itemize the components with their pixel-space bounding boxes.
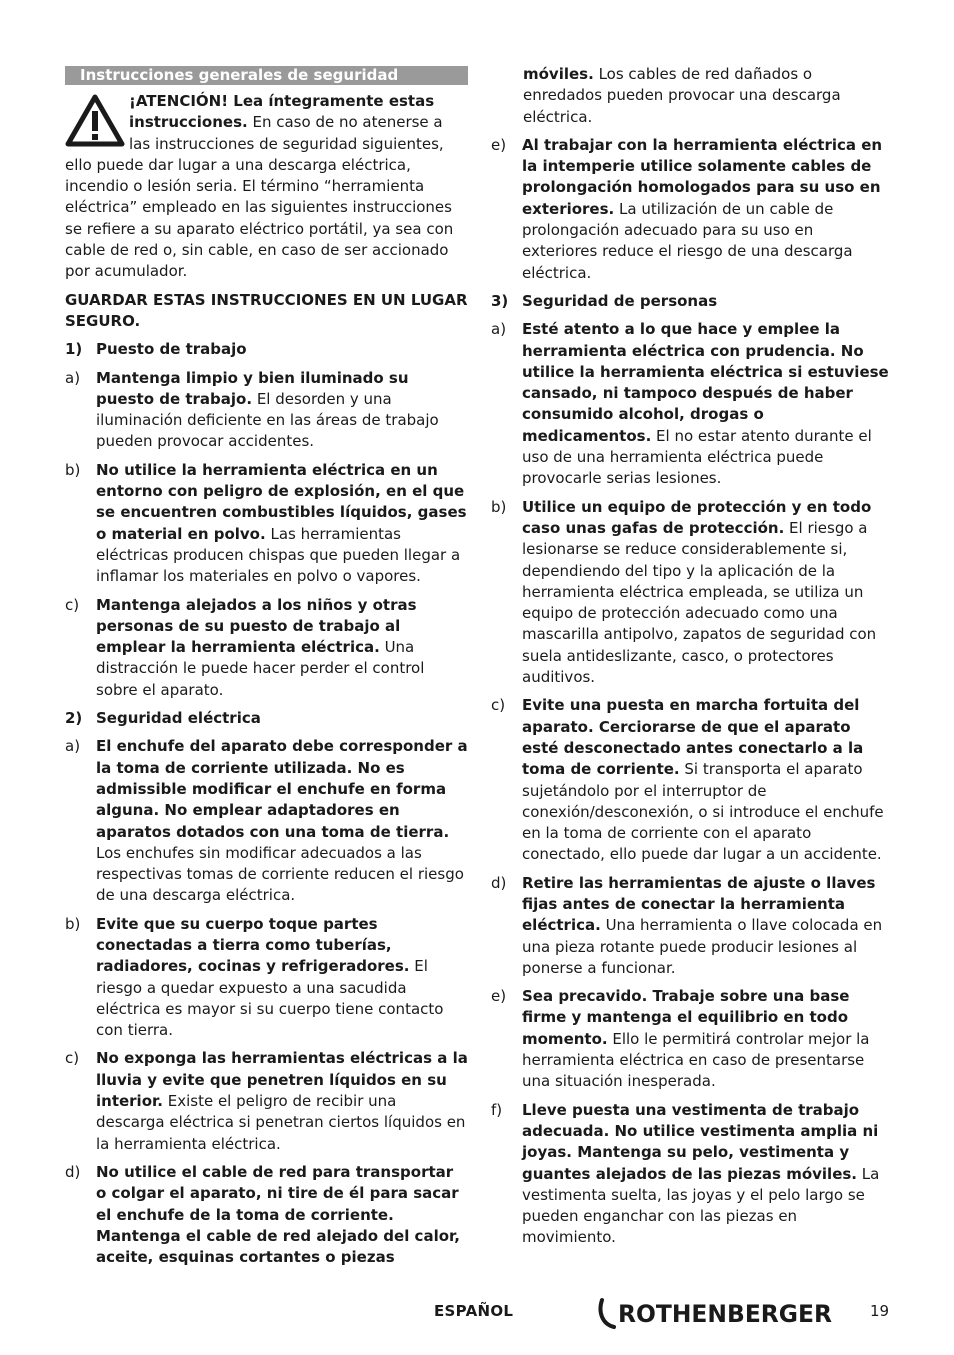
s2-d-continuation: móviles. Los cables de red dañados o enredados pueden provocar una descarga eléctrica.: [523, 65, 841, 126]
warning-text: En caso de no atenerse a las instrucciones de seguridad siguientes, ello puede dar lugar a una descarga eléctrica, incendio o lesión seria. El término “herramienta eléctrica” empleado en las siguientes instrucciones se refiere a su aparato eléctrico portátil, ya sea con cable de red o, sin cable, en caso de ser accionado por acumulador.: [65, 113, 454, 281]
list-item-s3-b: b) Utilice un equipo de protección y en todo caso unas gafas de protección. El riesgo a lesionarse se reduce considerablemente si, dependiendo del tipo y la aplicación de la herramienta eléctrica empleada, se utiliza un equipo de protección adecuado como una mascarilla antipolvo, zapatos de seguridad con suela antideslizante, casco, o protectores auditivos.: [491, 497, 877, 687]
brand-name: ROTHENBERGER: [618, 1300, 832, 1328]
list-item-s3-c: c) Evite una puesta en marcha fortuita del aparato. Cerciorarse de que el aparato esté desconectado antes conectarlo a la toma de corriente. Si transporta el aparato sujetándolo por el interruptor de conexión/desconexión, o si introduce el enchufe en la toma de corriente con el aparato conectado, ello puede dar lugar a un accidente.: [491, 696, 884, 864]
warning-triangle-icon: [65, 93, 127, 147]
keep-instructions: GUARDAR ESTAS INSTRUCCIONES EN UN LUGAR SEGURO.: [65, 290, 468, 330]
list-item-s3-d: d) Retire las herramientas de ajuste o llaves fijas antes de conectar la herramienta eléctrica. Una herramienta o llave colocada en una pieza rotante puede producir lesiones al ponerse a funcionar.: [491, 873, 883, 977]
list-item-s2-b: b) Evite que su cuerpo toque partes conectadas a tierra como tuberías, radiadores, cocinas y refrigeradores. El riesgo a quedar expuesto a una sacudida eléctrica es mayor si su cuerpo tiene contacto con tierra.: [65, 914, 444, 1040]
page-number: 19: [870, 1302, 890, 1320]
brand-logo: [598, 1296, 838, 1330]
section-title: Instrucciones generales de seguridad: [65, 66, 468, 85]
warning-block: [65, 91, 468, 283]
list-item-s3-f: f) Lleve puesta una vestimenta de trabajo adecuada. No utilice vestimenta amplia ni joyas. Mantenga su pelo, vestimenta y guantes alejados de las piezas móviles. La vestimenta suelta, las joyas y el pelo largo se pueden enganchar con las piezas en movimiento.: [491, 1100, 880, 1247]
list-item-s1-b: b) No utilice la herramienta eléctrica en un entorno con peligro de explosión, en el que se encuentren combustibles líquidos, gases o material en polvo. Las herramientas eléctricas producen chispas que pueden llegar a inflamar los materiales en polvo o vapores.: [65, 460, 467, 586]
list-item-s2-c: c) No exponga las herramientas eléctricas a la lluvia y evite que penetren líquidos en su interior. Existe el peligro de recibir una descarga eléctrica si penetran ciertos líquidos en la herramienta eléctrica.: [65, 1049, 468, 1153]
right-column: [491, 64, 891, 1256]
list-item-s2-e: e) Al trabajar con la herramienta eléctrica en la intemperie utilice solamente cables de prolongación homologados para su uso en exteriores. La utilización de un cable de prolongación adecuado para su uso en exteriores reduce el riesgo de una descarga eléctrica.: [491, 135, 883, 282]
section-3-heading: 3) Seguridad de personas: [491, 291, 718, 310]
footer-language: ESPAÑOL: [434, 1302, 514, 1320]
left-column: [65, 64, 468, 1275]
list-item-s2-a: a) El enchufe del aparato debe corresponder a la toma de corriente utilizada. No es admissible modificar el enchufe en forma alguna. No emplear adaptadores en aparatos dotados con una toma de tierra. Los enchufes sin modificar adecuados a las respectivas tomas de corriente reducen el riesgo de una descarga eléctrica.: [65, 737, 468, 905]
warning-bold: ¡ATENCIÓN! Lea íntegramente estas instrucciones.: [129, 92, 435, 132]
list-item-s1-c: c) Mantenga alejados a los niños y otras personas de su puesto de trabajo al emplear la herramienta eléctrica. Una distracción le puede hacer perder el control sobre el aparato.: [65, 595, 425, 699]
section-1-heading: 1) Puesto de trabajo: [65, 340, 247, 359]
section-2-heading: 2) Seguridad eléctrica: [65, 709, 261, 728]
list-item-s3-e: e) Sea precavido. Trabaje sobre una base firme y mantenga el equilibrio en todo momento. Ello le permitirá controlar mejor la herramienta eléctrica en caso de presentarse una situación inesperada.: [491, 987, 870, 1091]
s2-d-bold: No utilice el cable de red para transportar o colgar el aparato, ni tire de él para sacar el enchufe de la toma de corriente. Mantenga el cable de red alejado del calor, aceite, esquinas cortantes o piezas: [96, 1162, 460, 1267]
list-item-s1-a: a) Mantenga limpio y bien iluminado su puesto de trabajo. El desorden y una iluminación deficiente en las áreas de trabajo pueden provocar accidentes.: [65, 368, 439, 451]
list-item-s2-d: d) No utilice el cable de red para transportar o colgar el aparato, ni tire de él para sacar el enchufe de la toma de corriente. Mantenga el cable de red alejado del calor, aceite, esquinas cortantes o piezas: [65, 1162, 460, 1267]
list-item-s3-a: a) Esté atento a lo que hace y emplee la herramienta eléctrica con prudencia. No utilice la herramienta eléctrica si estuviese cansado, ni tampoco después de haber consumido alcohol, drogas o medicamentos. El no estar atento durante el uso de una herramienta eléctrica puede provocarle serias lesiones.: [491, 320, 889, 488]
